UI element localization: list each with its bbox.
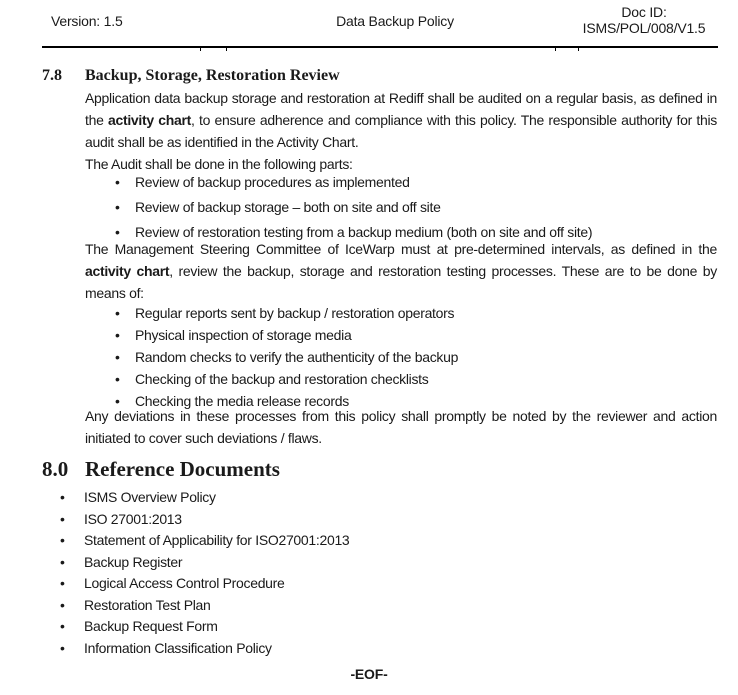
list-item [85, 170, 717, 195]
section-heading [42, 456, 738, 482]
section-backup-storage-restoration-review [42, 64, 738, 449]
list-item-text: Restoration Test Plan [84, 596, 211, 613]
paragraph-text: Application data backup storage and restoration at Rediff shall be audited on a regular basis, as defined in the [85, 90, 717, 128]
bullet-icon [60, 595, 65, 617]
list-item [42, 595, 738, 617]
list-item [85, 390, 717, 412]
audit-parts-list [85, 170, 717, 245]
section-title: Backup, Storage, Restoration Review [85, 67, 340, 84]
end-of-file-marker: -EOF- [350, 666, 388, 682]
bullet-icon [115, 324, 120, 346]
bullet-icon [60, 552, 65, 574]
list-item-text: Review of restoration testing from a backup medium (both on site and off site) [135, 224, 593, 240]
paragraph-steering-committee [85, 238, 717, 304]
list-item-text: Information Classification Policy [84, 639, 272, 656]
list-item [42, 509, 738, 531]
bullet-icon [115, 220, 120, 245]
doc-id-label: Doc ID: [621, 4, 667, 20]
list-item-text: ISO 27001:2013 [84, 510, 182, 527]
page-header [0, 0, 738, 47]
section-content [85, 87, 717, 449]
bullet-icon [115, 390, 120, 412]
list-item [85, 195, 717, 220]
list-item-text: Physical inspection of storage media [135, 327, 352, 343]
list-item-text: ISMS Overview Policy [84, 489, 216, 505]
bullet-icon [115, 302, 120, 324]
bullet-icon [115, 195, 120, 220]
bullet-icon [115, 346, 120, 368]
paragraph-audit-scope [85, 87, 717, 153]
doc-id-value: ISMS/POL/008/V1.5 [582, 20, 706, 36]
section-heading [42, 64, 738, 87]
section-reference-documents [42, 456, 738, 659]
list-item [42, 530, 738, 552]
list-item [85, 346, 717, 368]
list-item [85, 324, 717, 346]
bullet-icon [115, 368, 120, 390]
paragraph-deviations: Any deviations in these processes from this policy shall promptly be noted by the reviewer and action initiated to cover such deviations / flaws. [85, 408, 717, 446]
list-item [42, 552, 738, 574]
paragraph-text: The Management Steering Committee of IceWarp must at pre-determined intervals, as defined in the [85, 241, 717, 257]
list-item [42, 573, 738, 595]
list-item-text: Backup Request Form [84, 618, 218, 634]
list-item [85, 302, 717, 324]
list-item [42, 616, 738, 638]
audit-parts-intro: The Audit shall be done in the following parts: [85, 156, 353, 172]
bullet-icon [60, 616, 65, 638]
bullet-icon [60, 487, 65, 509]
list-item [42, 487, 738, 509]
bullet-icon [60, 573, 65, 595]
header-doc-id [559, 4, 729, 36]
list-item-text: Random checks to verify the authenticity of the backup [135, 349, 459, 365]
list-item [42, 638, 738, 660]
header-version: Version: 1.5 [51, 13, 123, 29]
paragraph-text: , to ensure adherence and compliance with this policy. The responsible authority for this audit shall be as identified in the Activity Chart. [85, 112, 717, 150]
header-document-title: Data Backup Policy [336, 13, 454, 29]
list-item-text: Regular reports sent by backup / restoration operators [135, 305, 455, 321]
list-item-text: Checking the media release records [135, 393, 349, 409]
document-body [0, 47, 738, 682]
list-item-text: Review of backup storage – both on site and off site [135, 199, 441, 215]
section-number: 7.8 [42, 67, 62, 84]
review-means-list [85, 302, 717, 412]
bullet-icon [115, 170, 120, 195]
bullet-icon [60, 509, 65, 531]
section-number: 8.0 [42, 457, 69, 481]
bullet-icon [60, 530, 65, 552]
list-item-text: Statement of Applicability for ISO27001:2013 [84, 532, 350, 548]
list-item [85, 220, 717, 245]
list-item-text: Logical Access Control Procedure [84, 575, 285, 591]
reference-documents-list [42, 487, 738, 659]
list-item-text: Checking of the backup and restoration checklists [135, 371, 429, 387]
list-item-text: Review of backup procedures as implemented [135, 174, 410, 190]
bullet-icon [60, 638, 65, 660]
emphasis-activity-chart: activity chart [85, 263, 170, 279]
paragraph-text: , review the backup, storage and restoration testing processes. These are to be done by means of: [85, 263, 717, 301]
list-item [85, 368, 717, 390]
section-title: Reference Documents [85, 457, 280, 481]
emphasis-activity-chart: activity chart [107, 112, 191, 128]
list-item-text: Backup Register [84, 553, 183, 570]
